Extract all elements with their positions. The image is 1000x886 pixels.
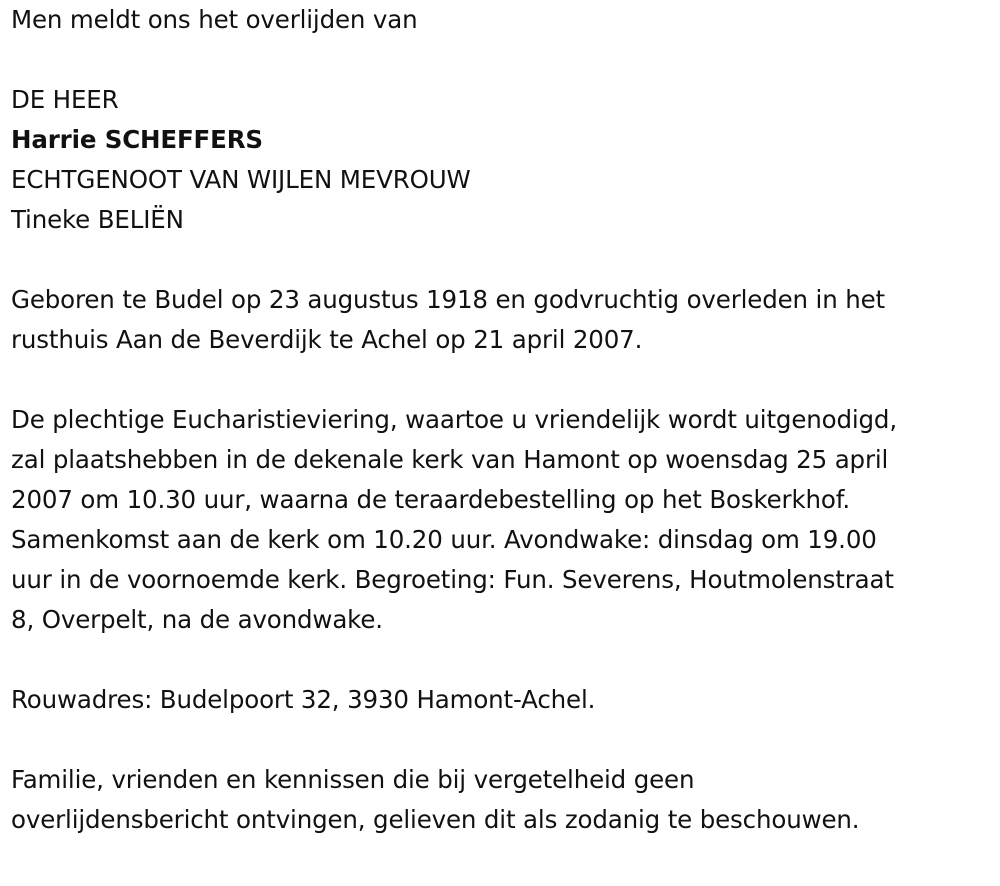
intro-text: Men meldt ons het overlijden van	[11, 5, 418, 34]
relation-text: ECHTGENOOT VAN WIJLEN MEVROUW	[11, 165, 471, 194]
spouse-name: Tineke BELIËN	[11, 205, 184, 234]
paragraph-line: Geboren te Budel op 23 augustus 1918 en godvruchtig overleden in het	[11, 285, 885, 314]
paragraph-line: rusthuis Aan de Beverdijk te Achel op 21 april 2007.	[11, 325, 643, 354]
paragraph-line: zal plaatshebben in de dekenale kerk van Hamont op woensdag 25 april	[11, 445, 889, 474]
closing-paragraph	[11, 760, 996, 840]
paragraph-line: overlijdensbericht ontvingen, gelieven dit als zodanig te beschouwen.	[11, 805, 860, 834]
spacer	[11, 40, 996, 80]
birth-death-paragraph	[11, 280, 996, 360]
ceremony-paragraph	[11, 400, 996, 640]
death-notice	[11, 0, 996, 840]
deceased-name: Harrie SCHEFFERS	[11, 125, 263, 154]
paragraph-line: 2007 om 10.30 uur, waarna de teraardebestelling op het Boskerkhof.	[11, 485, 851, 514]
spacer	[11, 640, 996, 680]
spacer	[11, 360, 996, 400]
paragraph-line: uur in de voornoemde kerk. Begroeting: Fun. Severens, Houtmolenstraat	[11, 565, 894, 594]
paragraph-line: Samenkomst aan de kerk om 10.20 uur. Avondwake: dinsdag om 19.00	[11, 525, 877, 554]
paragraph-line: Familie, vrienden en kennissen die bij vergetelheid geen	[11, 765, 695, 794]
honorific: DE HEER	[11, 85, 119, 114]
paragraph-line: 8, Overpelt, na de avondwake.	[11, 605, 383, 634]
paragraph-line: De plechtige Eucharistieviering, waartoe u vriendelijk wordt uitgenodigd,	[11, 405, 897, 434]
spacer	[11, 720, 996, 760]
mourning-address: Rouwadres: Budelpoort 32, 3930 Hamont-Achel.	[11, 685, 596, 714]
spacer	[11, 240, 996, 280]
